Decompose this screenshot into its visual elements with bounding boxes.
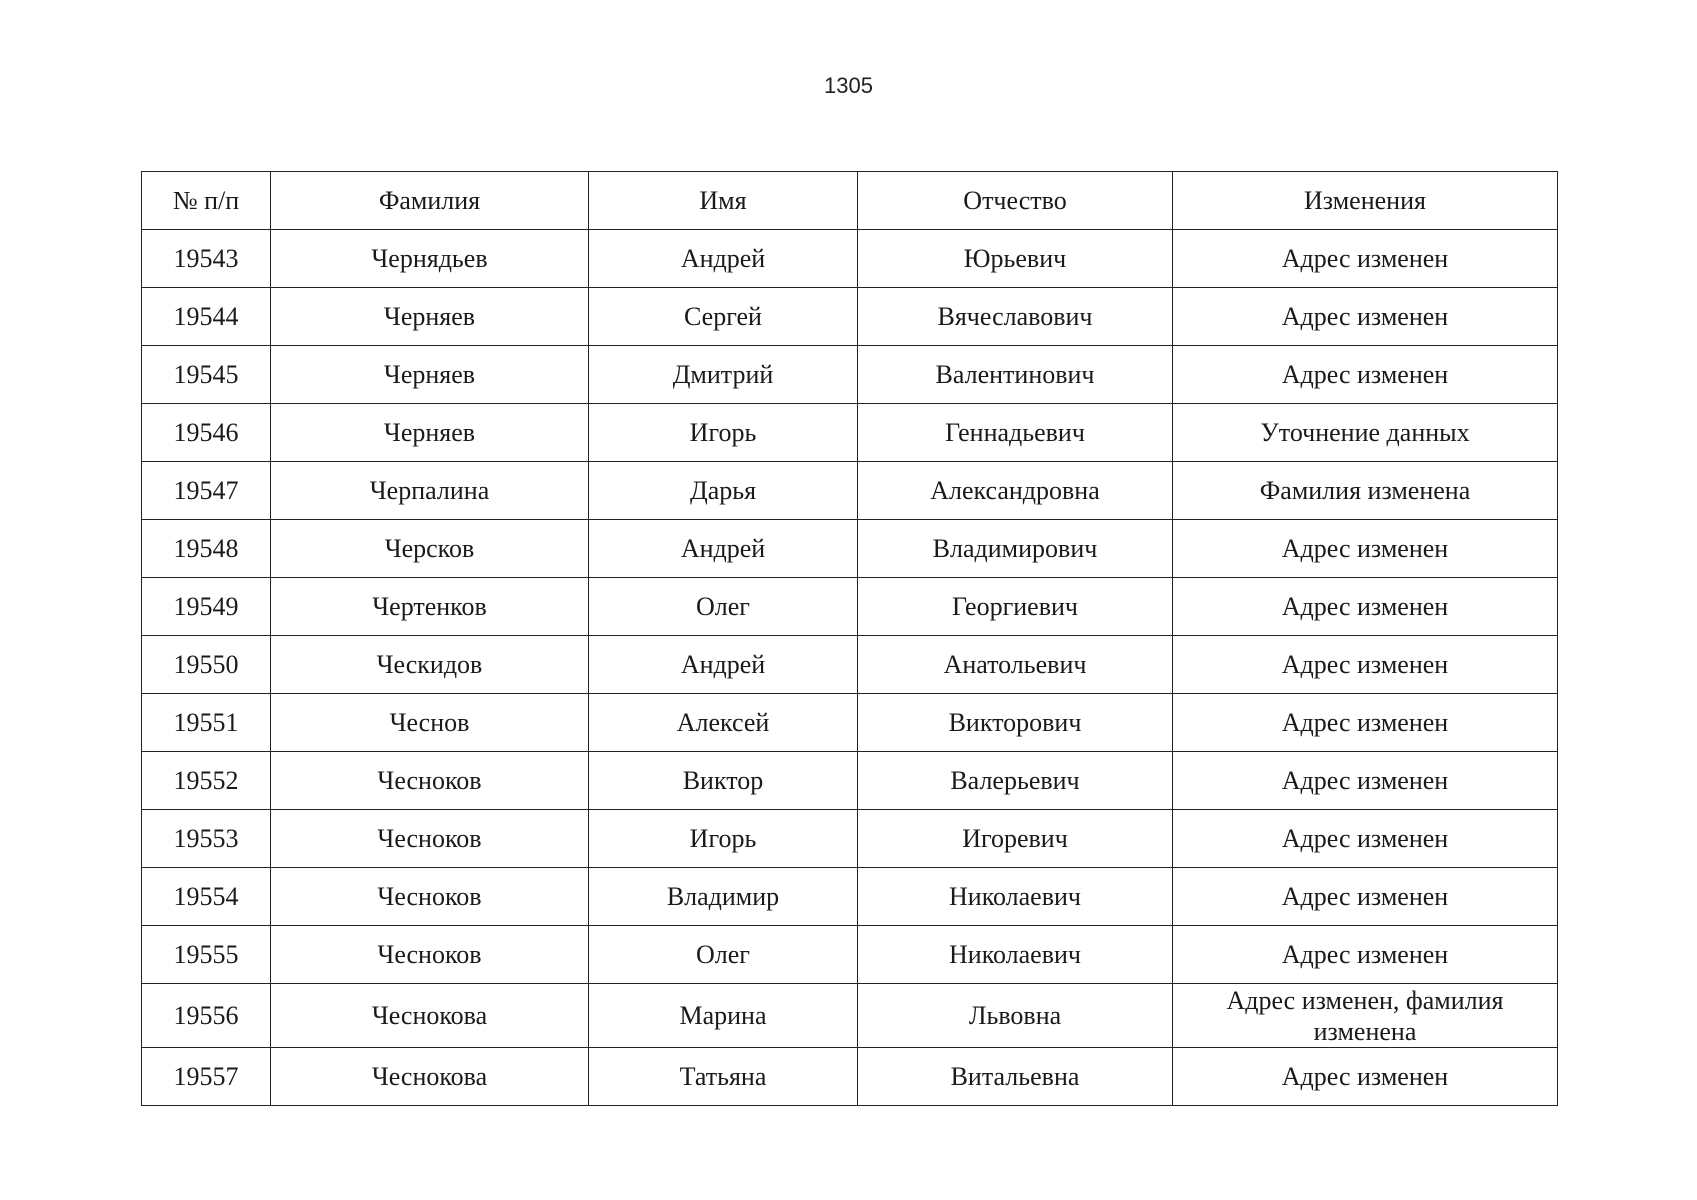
cell-patronymic: Игоревич [858, 810, 1173, 868]
cell-changes: Адрес изменен [1173, 926, 1558, 984]
cell-first-name: Андрей [589, 520, 858, 578]
cell-patronymic: Валерьевич [858, 752, 1173, 810]
table-row [142, 926, 1558, 984]
cell-last-name: Чесноков [271, 752, 589, 810]
cell-last-name: Чеснов [271, 694, 589, 752]
cell-patronymic: Валентинович [858, 346, 1173, 404]
cell-first-name: Дмитрий [589, 346, 858, 404]
cell-number: 19552 [142, 752, 271, 810]
cell-number: 19554 [142, 868, 271, 926]
cell-changes: Адрес изменен [1173, 1048, 1558, 1106]
table-row [142, 230, 1558, 288]
cell-patronymic: Геннадьевич [858, 404, 1173, 462]
cell-patronymic: Викторович [858, 694, 1173, 752]
cell-last-name: Чесноков [271, 926, 589, 984]
table-row [142, 578, 1558, 636]
cell-first-name: Алексей [589, 694, 858, 752]
cell-last-name: Черпалина [271, 462, 589, 520]
cell-last-name: Черсков [271, 520, 589, 578]
table-row [142, 984, 1558, 1048]
cell-patronymic: Витальевна [858, 1048, 1173, 1106]
table-row [142, 752, 1558, 810]
cell-patronymic: Николаевич [858, 868, 1173, 926]
cell-changes: Адрес изменен [1173, 752, 1558, 810]
cell-changes: Адрес изменен [1173, 868, 1558, 926]
cell-first-name: Андрей [589, 636, 858, 694]
cell-patronymic: Георгиевич [858, 578, 1173, 636]
cell-last-name: Чесноков [271, 868, 589, 926]
cell-patronymic: Львовна [858, 984, 1173, 1048]
cell-patronymic: Николаевич [858, 926, 1173, 984]
cell-changes: Адрес изменен [1173, 288, 1558, 346]
cell-number: 19548 [142, 520, 271, 578]
table-row [142, 1048, 1558, 1106]
registry-table [141, 171, 1558, 1106]
table-row [142, 462, 1558, 520]
table-row [142, 810, 1558, 868]
cell-changes: Адрес изменен [1173, 346, 1558, 404]
cell-number: 19545 [142, 346, 271, 404]
cell-patronymic: Владимирович [858, 520, 1173, 578]
table-row [142, 520, 1558, 578]
table-header-row [142, 172, 1558, 230]
cell-number: 19550 [142, 636, 271, 694]
cell-number: 19546 [142, 404, 271, 462]
cell-first-name: Игорь [589, 404, 858, 462]
cell-first-name: Сергей [589, 288, 858, 346]
cell-changes: Адрес изменен [1173, 578, 1558, 636]
cell-changes: Адрес изменен [1173, 520, 1558, 578]
table-row [142, 694, 1558, 752]
table-row [142, 404, 1558, 462]
cell-first-name: Андрей [589, 230, 858, 288]
cell-last-name: Черняев [271, 404, 589, 462]
header-first-name: Имя [589, 172, 858, 230]
header-number: № п/п [142, 172, 271, 230]
cell-number: 19543 [142, 230, 271, 288]
cell-last-name: Чертенков [271, 578, 589, 636]
cell-number: 19557 [142, 1048, 271, 1106]
cell-last-name: Чеснокова [271, 984, 589, 1048]
cell-first-name: Дарья [589, 462, 858, 520]
cell-changes: Фамилия изменена [1173, 462, 1558, 520]
cell-first-name: Марина [589, 984, 858, 1048]
header-changes: Изменения [1173, 172, 1558, 230]
cell-patronymic: Александровна [858, 462, 1173, 520]
cell-first-name: Виктор [589, 752, 858, 810]
cell-changes: Адрес изменен, фамилия изменена [1173, 984, 1558, 1048]
cell-changes: Адрес изменен [1173, 230, 1558, 288]
cell-number: 19551 [142, 694, 271, 752]
cell-first-name: Татьяна [589, 1048, 858, 1106]
cell-first-name: Владимир [589, 868, 858, 926]
cell-patronymic: Анатольевич [858, 636, 1173, 694]
page-number: 1305 [824, 73, 873, 98]
cell-changes: Адрес изменен [1173, 694, 1558, 752]
cell-patronymic: Юрьевич [858, 230, 1173, 288]
cell-first-name: Олег [589, 578, 858, 636]
header-last-name: Фамилия [271, 172, 589, 230]
cell-number: 19549 [142, 578, 271, 636]
header-patronymic: Отчество [858, 172, 1173, 230]
table-row [142, 636, 1558, 694]
cell-first-name: Олег [589, 926, 858, 984]
cell-changes: Адрес изменен [1173, 636, 1558, 694]
table-row [142, 868, 1558, 926]
cell-first-name: Игорь [589, 810, 858, 868]
cell-number: 19547 [142, 462, 271, 520]
cell-last-name: Чеснокова [271, 1048, 589, 1106]
cell-changes: Адрес изменен [1173, 810, 1558, 868]
cell-last-name: Черняев [271, 288, 589, 346]
cell-patronymic: Вячеславович [858, 288, 1173, 346]
table-row [142, 288, 1558, 346]
cell-number: 19553 [142, 810, 271, 868]
cell-last-name: Черняев [271, 346, 589, 404]
table-row [142, 346, 1558, 404]
cell-last-name: Чесноков [271, 810, 589, 868]
cell-last-name: Ческидов [271, 636, 589, 694]
cell-changes: Уточнение данных [1173, 404, 1558, 462]
cell-number: 19544 [142, 288, 271, 346]
cell-last-name: Чернядьев [271, 230, 589, 288]
cell-number: 19555 [142, 926, 271, 984]
cell-number: 19556 [142, 984, 271, 1048]
